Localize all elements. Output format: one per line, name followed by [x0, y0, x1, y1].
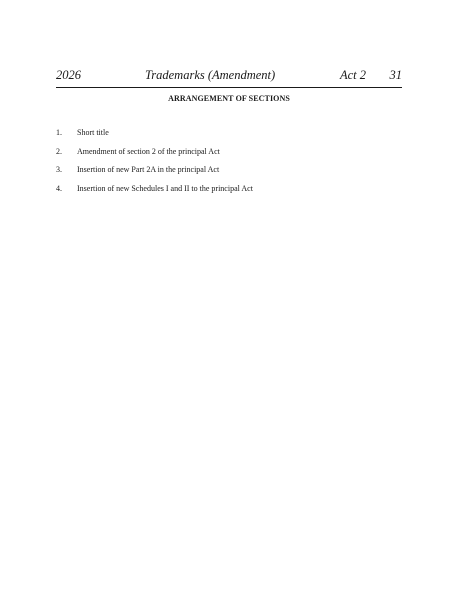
- section-title: Insertion of new Schedules I and II to the principal Act: [77, 183, 253, 193]
- header-year: 2026: [56, 68, 81, 82]
- header-title: Trademarks (Amendment): [145, 68, 276, 82]
- list-item: [56, 165, 402, 184]
- list-item: [56, 184, 402, 203]
- section-title: Amendment of section 2 of the principal Act: [77, 146, 220, 156]
- header-act-number: Act 2: [340, 68, 367, 82]
- list-item: [56, 128, 402, 147]
- section-number: 3.: [56, 165, 62, 174]
- section-number: 2.: [56, 146, 62, 156]
- section-title: Insertion of new Part 2A in the principal Act: [77, 165, 220, 174]
- list-item: [56, 147, 402, 166]
- header-divider: [56, 87, 402, 88]
- section-number: 4.: [56, 183, 62, 193]
- sections-list: [56, 128, 402, 202]
- arrangement-heading: ARRANGEMENT OF SECTIONS: [168, 94, 290, 103]
- running-header: [56, 66, 402, 86]
- header-page-number: 31: [389, 68, 402, 82]
- section-number: 1.: [56, 128, 62, 137]
- section-title: Short title: [77, 128, 109, 137]
